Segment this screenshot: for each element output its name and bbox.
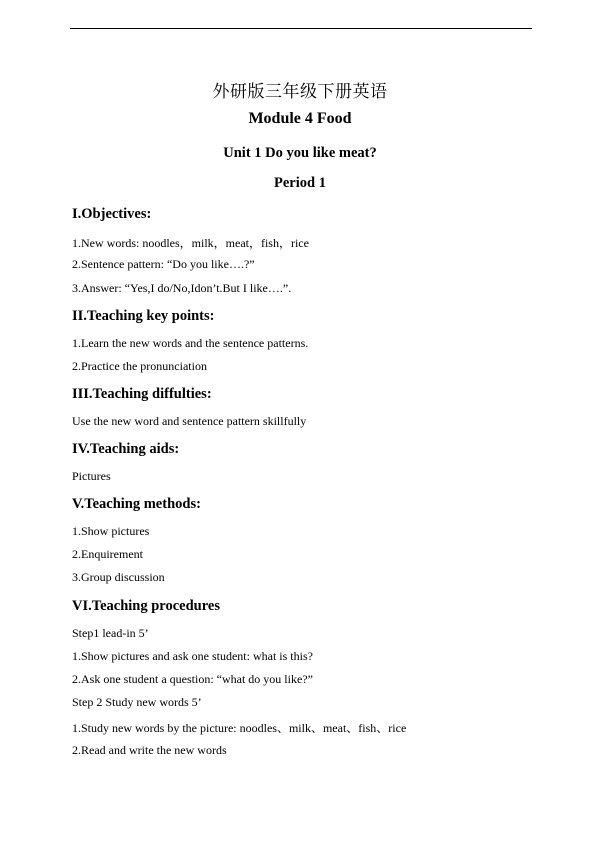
key-points-item: 2.Practice the pronunciation [72,359,207,373]
methods-item: 1.Show pictures [72,524,150,538]
methods-item: 2.Enquirement [72,547,143,561]
procedures-step: Step 2 Study new words 5’ [72,695,202,709]
aids-item: Pictures [72,469,111,483]
unit-title: Unit 1 Do you like meat? [223,145,377,161]
objectives-item: 1.New words: noodles，milk，meat，fish，rice [72,236,309,250]
procedures-item: 2.Read and write the new words [72,743,227,757]
objectives-item: 3.Answer: “Yes,I do/No,Idon’t.But I like….”. [72,281,292,295]
methods-heading: V.Teaching methods: [72,496,201,512]
procedures-item: 1.Study new words by the picture: noodles、milk、meat、fish、rice [72,721,407,735]
procedures-heading: VI.Teaching procedures [72,598,220,614]
difficulties-item: Use the new word and sentence pattern skillfully [72,414,307,428]
key-points-item: 1.Learn the new words and the sentence patterns. [72,336,309,350]
key-points-heading: II.Teaching key points: [72,308,215,324]
objectives-heading: I.Objectives: [72,206,152,222]
document-title-chinese: 外研版三年级下册英语 [212,82,388,102]
module-title: Module 4 Food [248,110,352,127]
procedures-item: 2.Ask one student a question: “what do you like?” [72,672,313,686]
objectives-item: 2.Sentence pattern: “Do you like….?” [72,257,255,271]
methods-item: 3.Group discussion [72,570,165,584]
top-rule [70,28,532,29]
aids-heading: IV.Teaching aids: [72,441,180,457]
procedures-item: 1.Show pictures and ask one student: what is this? [72,649,313,663]
period-title: Period 1 [274,175,326,191]
procedures-step: Step1 lead-in 5’ [72,626,149,640]
difficulties-heading: III.Teaching diffulties: [72,386,212,402]
